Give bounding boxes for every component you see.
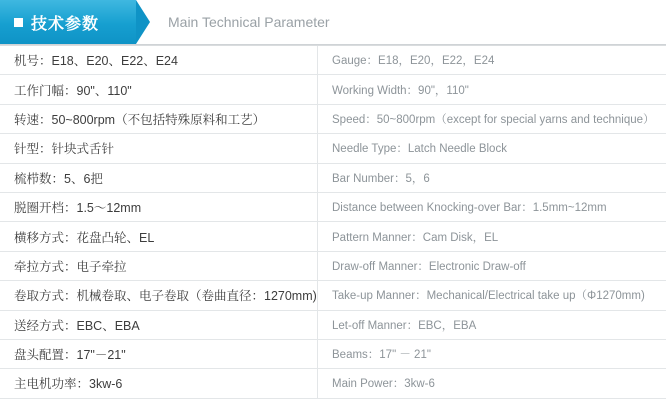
parameter-en: Speed：50~800rpm（except for special yarns and technique） [332, 113, 655, 126]
table-row [0, 75, 666, 104]
parameter-en: Take-up Manner：Mechanical/Electrical take up（Φ1270mm) [332, 290, 645, 303]
table-row [0, 281, 666, 310]
page-subtitle: Main Technical Parameter [168, 14, 330, 30]
parameter-en: Working Width：90"，110" [332, 84, 469, 97]
page-header [0, 0, 666, 45]
table-row [0, 134, 666, 163]
parameter-en: Let-off Manner：EBC，EBA [332, 319, 477, 332]
parameter-en: Bar Number：5，6 [332, 172, 430, 185]
parameter-cn: 脱圈开档：1.5～12mm [0, 193, 318, 221]
parameter-cn: 盘头配置：17"－21" [0, 340, 318, 368]
parameter-cn: 转速：50~800rpm（不包括特殊原料和工艺） [0, 105, 318, 133]
table-row [0, 340, 666, 369]
parameter-cn: 针型：针块式舌针 [0, 134, 318, 162]
parameter-en: Beams：17" － 21" [332, 349, 431, 362]
header-tab [0, 0, 136, 44]
parameter-cn: 梳栉数：5、6把 [0, 164, 318, 192]
table-row [0, 311, 666, 340]
parameter-en: Draw-off Manner：Electronic Draw-off [332, 260, 526, 273]
parameter-cn: 机号：E18、E20、E22、E24 [0, 46, 318, 74]
parameter-cn: 卷取方式：机械卷取、电子卷取（卷曲直径：1270mm) [0, 281, 318, 309]
parameter-cn: 主电机功率：3kw-6 [0, 369, 318, 397]
table-row [0, 369, 666, 398]
parameter-cn: 牵拉方式：电子牵拉 [0, 252, 318, 280]
table-row [0, 105, 666, 134]
table-row [0, 46, 666, 75]
table-row [0, 164, 666, 193]
page-title: 技术参数 [31, 15, 100, 33]
parameter-en: Distance between Knocking-over Bar：1.5mm~12mm [332, 202, 607, 215]
parameter-cn: 横移方式：花盘凸轮、EL [0, 222, 318, 250]
table-row [0, 252, 666, 281]
parameter-en: Needle Type：Latch Needle Block [332, 143, 507, 156]
table-row [0, 222, 666, 251]
parameter-cn: 送经方式：EBC、EBA [0, 311, 318, 339]
parameters-table [0, 45, 666, 399]
parameter-cn: 工作门幅：90"、110" [0, 75, 318, 103]
parameter-en: Gauge：E18，E20，E22，E24 [332, 55, 495, 68]
table-row [0, 193, 666, 222]
parameter-en: Main Power：3kw-6 [332, 378, 435, 391]
parameter-en: Pattern Manner：Cam Disk，EL [332, 231, 499, 244]
square-bullet-icon [14, 18, 23, 27]
